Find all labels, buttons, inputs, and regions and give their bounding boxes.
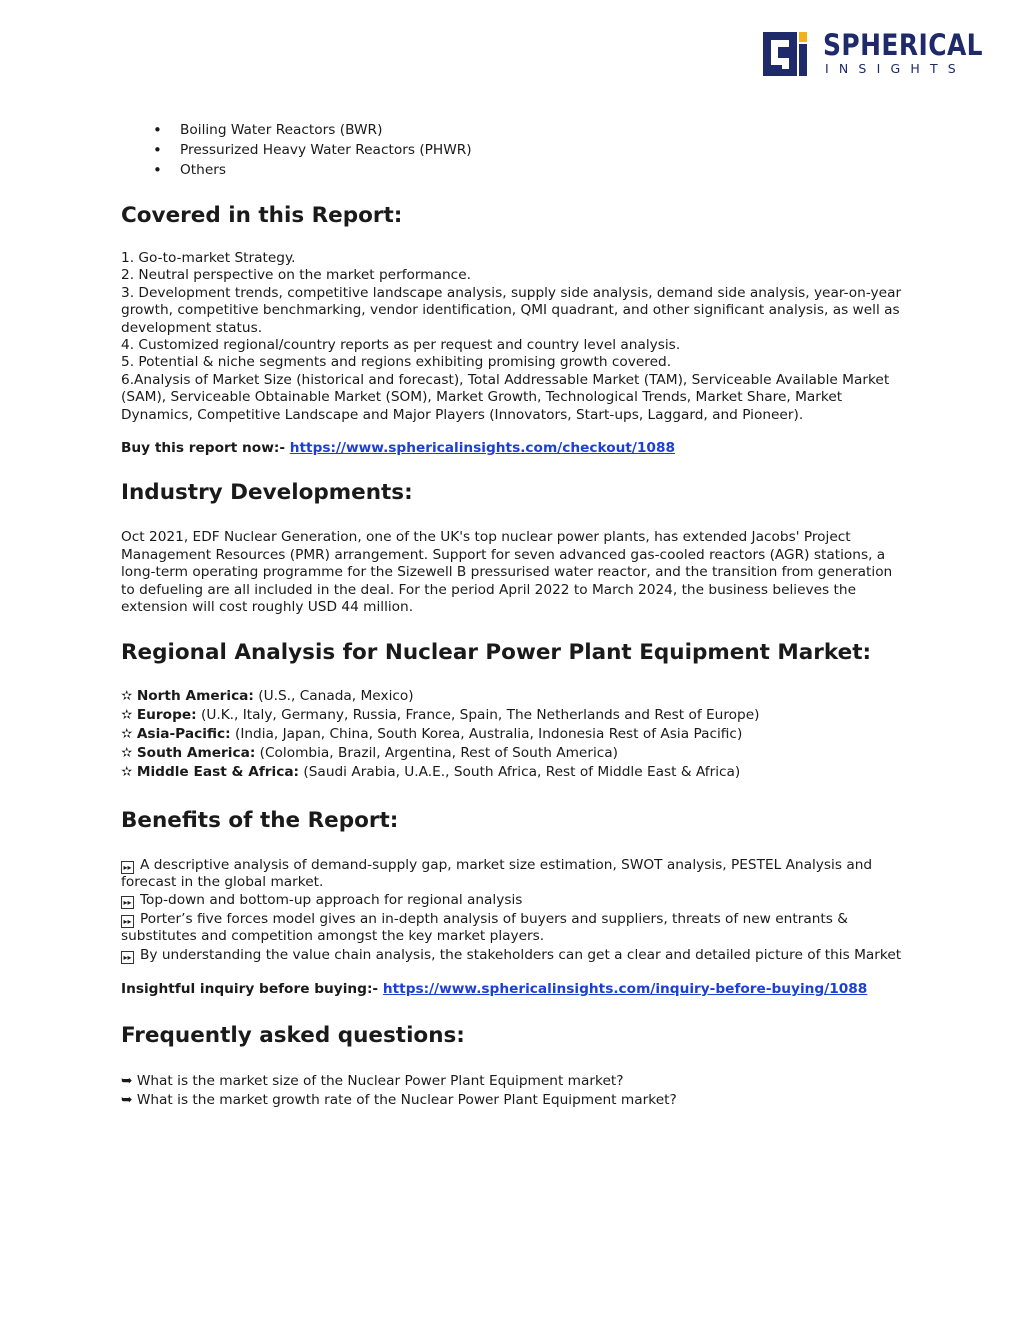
faq-item: ➥ What is the market growth rate of the Nuclear Power Plant Equipment market? <box>121 1092 677 1109</box>
region-name: Europe: <box>136 706 197 723</box>
logo-wordmark: SPHERICAL <box>823 28 984 62</box>
list-item: ▸▸ A descriptive analysis of demand-supply gap, market size estimation, SWOT analysis, PESTEL Analysis and forecast in the global market. <box>121 856 873 890</box>
logo-subtitle: INSIGHTS <box>825 61 966 76</box>
inquiry-label: Insightful inquiry before buying:- <box>121 980 383 997</box>
list-item: • Boiling Water Reactors (BWR) <box>121 120 906 140</box>
region-detail: (India, Japan, China, South Korea, Australia, Indonesia Rest of Asia Pacific) <box>230 725 743 742</box>
industry-paragraph: Oct 2021, EDF Nuclear Generation, one of the UK's top nuclear power plants, has extended Jacobs' Project Management Resources (PMR) arrangement. Support for seven advanced gas-cooled reactors (AGR) stations, a long-term operating programme for the Sizewell B pressurised water reactor, and the transition from generation to defueling are all included in the deal. For the period April 2022 to March 2024, the business believes the extension will cost roughly USD 44 million. <box>121 529 893 616</box>
industry-heading: Industry Developments: <box>121 480 413 506</box>
covered-heading: Covered in this Report: <box>121 203 403 228</box>
buy-report-label: Buy this report now:- <box>121 440 290 457</box>
list-item: ▸▸ Porter’s five forces model gives an in-depth analysis of buyers and suppliers, threats of new entrants & substitutes and competition amongst the key market players. <box>121 910 848 945</box>
document-body <box>121 120 906 1110</box>
reactor-type-list <box>121 120 906 180</box>
list-item: 4. Customized regional/country reports as per request and country level analysis. <box>121 337 681 354</box>
star-icon: ✫ <box>121 763 133 780</box>
list-item: 6.Analysis of Market Size (historical and forecast), Total Addressable Market (TAM), Serviceable Available Market (SAM), Serviceable Obtainable Market (SOM), Market Growth, Technological Trends, Market Share, Market Dynamics, Competitive Landscape and Major Players (Innovators, Start-ups, Laggard, and Pioneer). <box>121 371 890 423</box>
region-item-middle-east-africa <box>121 763 906 782</box>
region-detail: (Colombia, Brazil, Argentina, Rest of South America) <box>255 744 619 761</box>
arrow-icon: ➥ <box>121 1092 133 1109</box>
benefits-heading: Benefits of the Report: <box>121 807 399 833</box>
inquiry-link[interactable]: https://www.sphericalinsights.com/inquiry-before-buying/1088 <box>382 980 868 997</box>
faq-list <box>121 1072 906 1110</box>
list-item: 2. Neutral perspective on the market performance. <box>121 267 471 284</box>
region-name: Middle East & Africa: <box>136 763 300 780</box>
fast-forward-icon: ▸▸ <box>121 951 134 964</box>
region-detail: (Saudi Arabia, U.A.E., South Africa, Rest of Middle East & Africa) <box>299 763 741 780</box>
star-icon: ✫ <box>121 744 133 761</box>
buy-report-link[interactable]: https://www.sphericalinsights.com/checkout/1088 <box>289 440 675 457</box>
star-icon: ✫ <box>121 725 133 742</box>
star-icon: ✫ <box>121 687 133 704</box>
list-item: 5. Potential & niche segments and regions exhibiting promising growth covered. <box>121 354 672 371</box>
benefits-list <box>121 857 906 964</box>
region-name: North America: <box>136 687 254 704</box>
list-item: 3. Development trends, competitive landscape analysis, supply side analysis, demand side analysis, year-on-year growth, competitive benchmarking, vendor identification, QMI quadrant, and other significant analysis, as well as development status. <box>121 284 902 336</box>
spherical-insights-logo <box>763 28 984 78</box>
region-name: Asia-Pacific: <box>136 725 231 742</box>
region-name: South America: <box>136 744 256 761</box>
region-detail: (U.S., Canada, Mexico) <box>253 687 414 704</box>
buy-report-line <box>121 440 906 457</box>
list-item: ▸▸ By understanding the value chain analysis, the stakeholders can get a clear and detailed picture of this Market <box>121 947 906 964</box>
list-item: 1. Go-to-market Strategy. <box>121 250 296 266</box>
regional-heading: Regional Analysis for Nuclear Power Plant Equipment Market: <box>121 639 872 665</box>
fast-forward-icon: ▸▸ <box>121 896 134 909</box>
logo-mark-icon <box>763 30 813 76</box>
star-icon: ✫ <box>121 706 133 723</box>
covered-list <box>121 250 906 424</box>
region-item-north-america <box>121 687 906 706</box>
region-item-asia-pacific <box>121 725 906 744</box>
region-item-south-america <box>121 744 906 763</box>
list-item: • Others <box>121 160 906 180</box>
faq-heading: Frequently asked questions: <box>121 1023 465 1049</box>
inquiry-line <box>121 981 906 998</box>
list-item: ▸▸ Top-down and bottom-up approach for regional analysis <box>121 892 906 909</box>
fast-forward-icon: ▸▸ <box>121 915 134 928</box>
faq-item: ➥ What is the market size of the Nuclear Power Plant Equipment market? <box>121 1073 624 1090</box>
region-item-europe <box>121 706 906 725</box>
region-list <box>121 687 906 782</box>
list-item: • Pressurized Heavy Water Reactors (PHWR) <box>121 140 906 160</box>
arrow-icon: ➥ <box>121 1073 133 1090</box>
region-detail: (U.K., Italy, Germany, Russia, France, Spain, The Netherlands and Rest of Europe) <box>196 706 760 723</box>
fast-forward-icon: ▸▸ <box>121 861 134 874</box>
